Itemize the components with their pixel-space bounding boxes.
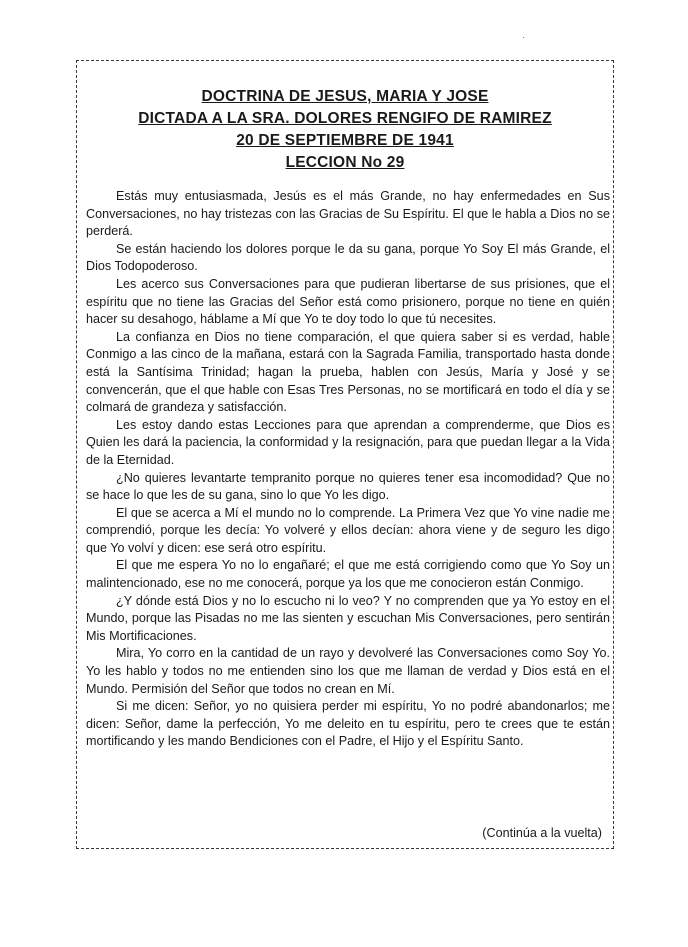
header-title: DOCTRINA DE JESUS, MARIA Y JOSE [201,88,489,105]
scan-speck: · [522,32,526,43]
paragraph: ¿No quieres levantarte tempranito porque no quieres tener esa incomodidad? Que no se hace lo que les de su gana, sino lo que Yo les digo. [86,470,610,503]
paragraph: ¿Y dónde está Dios y no lo escucho ni lo veo? Y no comprenden que ya Yo estoy en el Mundo, porque las Pisadas no me las sienten y escuchan Mis Conversaciones, pero sentirán Mis Mortificaciones. [86,593,610,643]
paragraph: Les acerco sus Conversaciones para que pudieran libertarse de sus prisiones, que el espíritu que no tiene las Gracias del Señor está como prisionero, porque no tiene en quién hacer su desahogo, háblame a Mí que Yo te doy todo lo que tú necesites. [86,276,610,327]
continued-note: (Continúa a la vuelta) [482,826,602,840]
header-subtitle: DICTADA A LA SRA. DOLORES RENGIFO DE RAMIREZ [138,110,552,127]
lesson-body [86,188,610,751]
document-header [76,86,614,174]
paragraph: El que se acerca a Mí el mundo no lo comprende. La Primera Vez que Yo vine nadie me comprendió, porque les decía: Yo volveré y ellos decían: ahora viene y de seguro les digo que Yo volví y dicen: ese será otro espíritu. [86,505,610,555]
paragraph: Se están haciendo los dolores porque le da su gana, porque Yo Soy El más Grande, el Dios Todopoderoso. [86,241,610,274]
header-date: 20 DE SEPTIEMBRE DE 1941 [236,132,454,149]
paragraph: Si me dicen: Señor, yo no quisiera perder mi espíritu, Yo no podré abandonarlos; me dicen: Señor, dame la perfección, Yo me deleito en tu espíritu, pero te crees que te están mortificando y les mando Bendiciones con el Padre, el Hijo y el Espíritu Santo. [86,699,610,749]
header-lesson: LECCION No 29 [285,154,405,171]
paragraph: La confianza en Dios no tiene comparación, el que quiera saber si es verdad, hable Conmigo a las cinco de la mañana, estará con la Sagrada Familia, transportado hasta donde está la Santísima Trinidad; hagan la prueba, hablen con Jesús, María y José y se convencerán, que el que hable con Esas Tres Personas, no se mortificará en todo el día y se colmará de grandeza y satisfacción. [86,329,610,415]
paragraph: El que me espera Yo no lo engañaré; el que me está corrigiendo como que Yo Soy un malintencionado, ese no me conocerá, porque ya los que me conocieron están Conmigo. [86,558,610,591]
paragraph: Estás muy entusiasmada, Jesús es el más Grande, no hay enfermedades en Sus Conversaciones, no hay tristezas con las Gracias de Su Espíritu. El que le habla a Dios no se perderá. [86,189,610,239]
paragraph: Mira, Yo corro en la cantidad de un rayo y devolveré las Conversaciones como Soy Yo. Yo les hablo y todos no me entienden sino los que me llaman de verdad y Dios está en el Mundo. Permisión del Señor que todos no crean en Mí. [86,646,610,696]
paragraph: Les estoy dando estas Lecciones para que aprendan a comprenderme, que Dios es Quien les dará la paciencia, la conformidad y la resignación, para que puedan llegar a la Vida de la Eternidad. [86,417,610,467]
